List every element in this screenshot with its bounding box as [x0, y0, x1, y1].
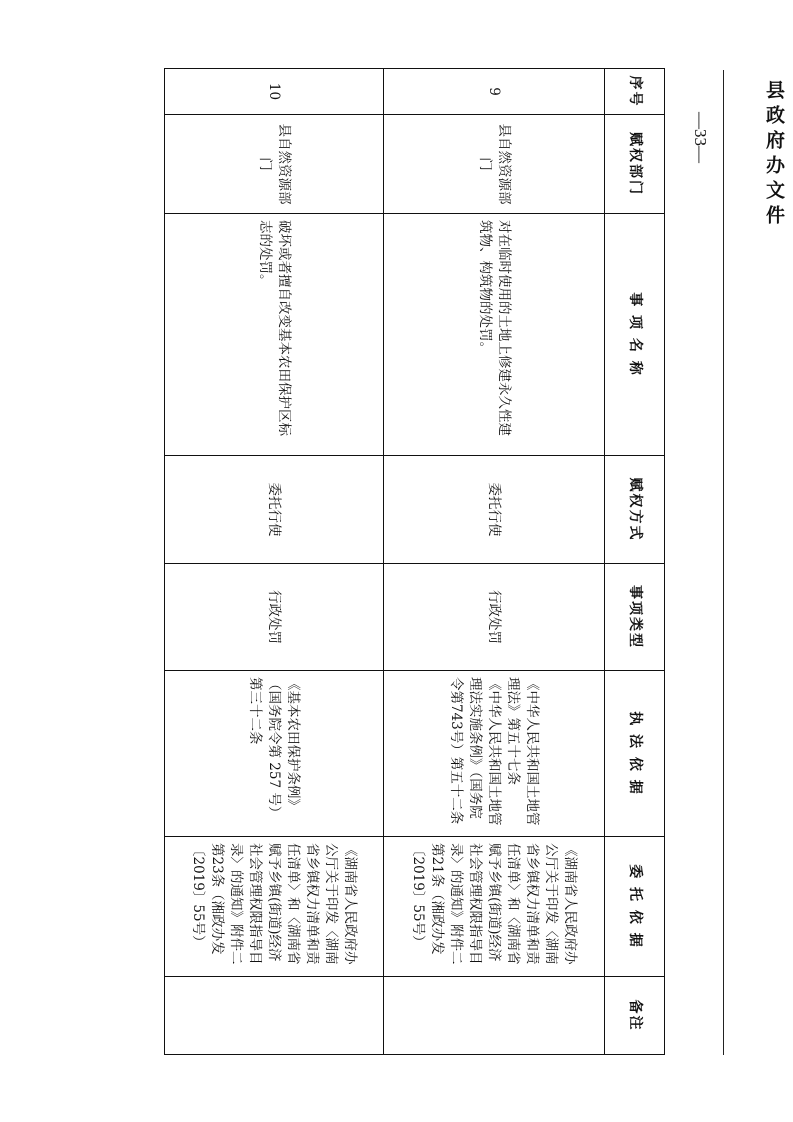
header-remarks: 备注 [605, 977, 665, 1055]
rotated-table-container [165, 68, 665, 1054]
row-type: 行政处罚 [165, 564, 384, 671]
row-type: 行政处罚 [384, 564, 605, 671]
row-method: 委托行使 [384, 456, 605, 564]
row-legal-basis [165, 671, 384, 837]
row-method: 委托行使 [165, 456, 384, 564]
row-index: 9 [384, 69, 605, 115]
document-header: 县政府办文件 [763, 80, 785, 230]
row-legal-basis [384, 671, 605, 837]
table-row [384, 69, 605, 1055]
header-legal-basis: 执 法 依 据 [605, 671, 665, 837]
header-type: 事项类型 [605, 564, 665, 671]
legal-basis-line: 《中华人民共和国土地管理法实施条例》（国务院令第743号）第五十二条 [448, 677, 503, 826]
legal-basis-line: 《基本农田保护条例》（国务院令第 257 号）第三十二条 [247, 677, 302, 820]
row-entrust-basis: 《湖南省人民政府办公厅关于印发〈湖南省乡镇权力清单和责任清单〉和〈湖南省赋予乡镇(街道)经济社会管理权限指导目录〉的通知》附件二第21条（湘政办发〔2019〕55号） [384, 837, 605, 977]
header-index: 序号 [605, 69, 665, 115]
page-number: —33— [691, 112, 710, 163]
row-remarks [384, 977, 605, 1055]
header-row [605, 69, 665, 1055]
row-entrust-basis: 《湖南省人民政府办公厅关于印发〈湖南省乡镇权力清单和责任清单〉和〈湖南省赋予乡镇(街道)经济社会管理权限指导目录〉的通知》附件二第23条（湘政办发〔2019〕55号） [165, 837, 384, 977]
row-item-name: 对在临时使用的土地上修建永久性建筑物、构筑物的处罚。 [384, 214, 605, 456]
header-rule [723, 70, 724, 1055]
row-item-name: 破坏或者擅自改变基本农田保护区标志的处罚。 [165, 214, 384, 456]
row-index: 10 [165, 69, 384, 115]
header-method: 赋权方式 [605, 456, 665, 564]
row-department: 县自然资源部门 [165, 115, 384, 214]
table-row [165, 69, 384, 1055]
legal-basis-line: 《中华人民共和国土地管理法》第五十七条 [505, 677, 541, 826]
authority-table [164, 68, 665, 1055]
row-department: 县自然资源部门 [384, 115, 605, 214]
header-department: 赋权部门 [605, 115, 665, 214]
header-entrust-basis: 委 托 依 据 [605, 837, 665, 977]
row-remarks [165, 977, 384, 1055]
header-item-name: 事 项 名 称 [605, 214, 665, 456]
